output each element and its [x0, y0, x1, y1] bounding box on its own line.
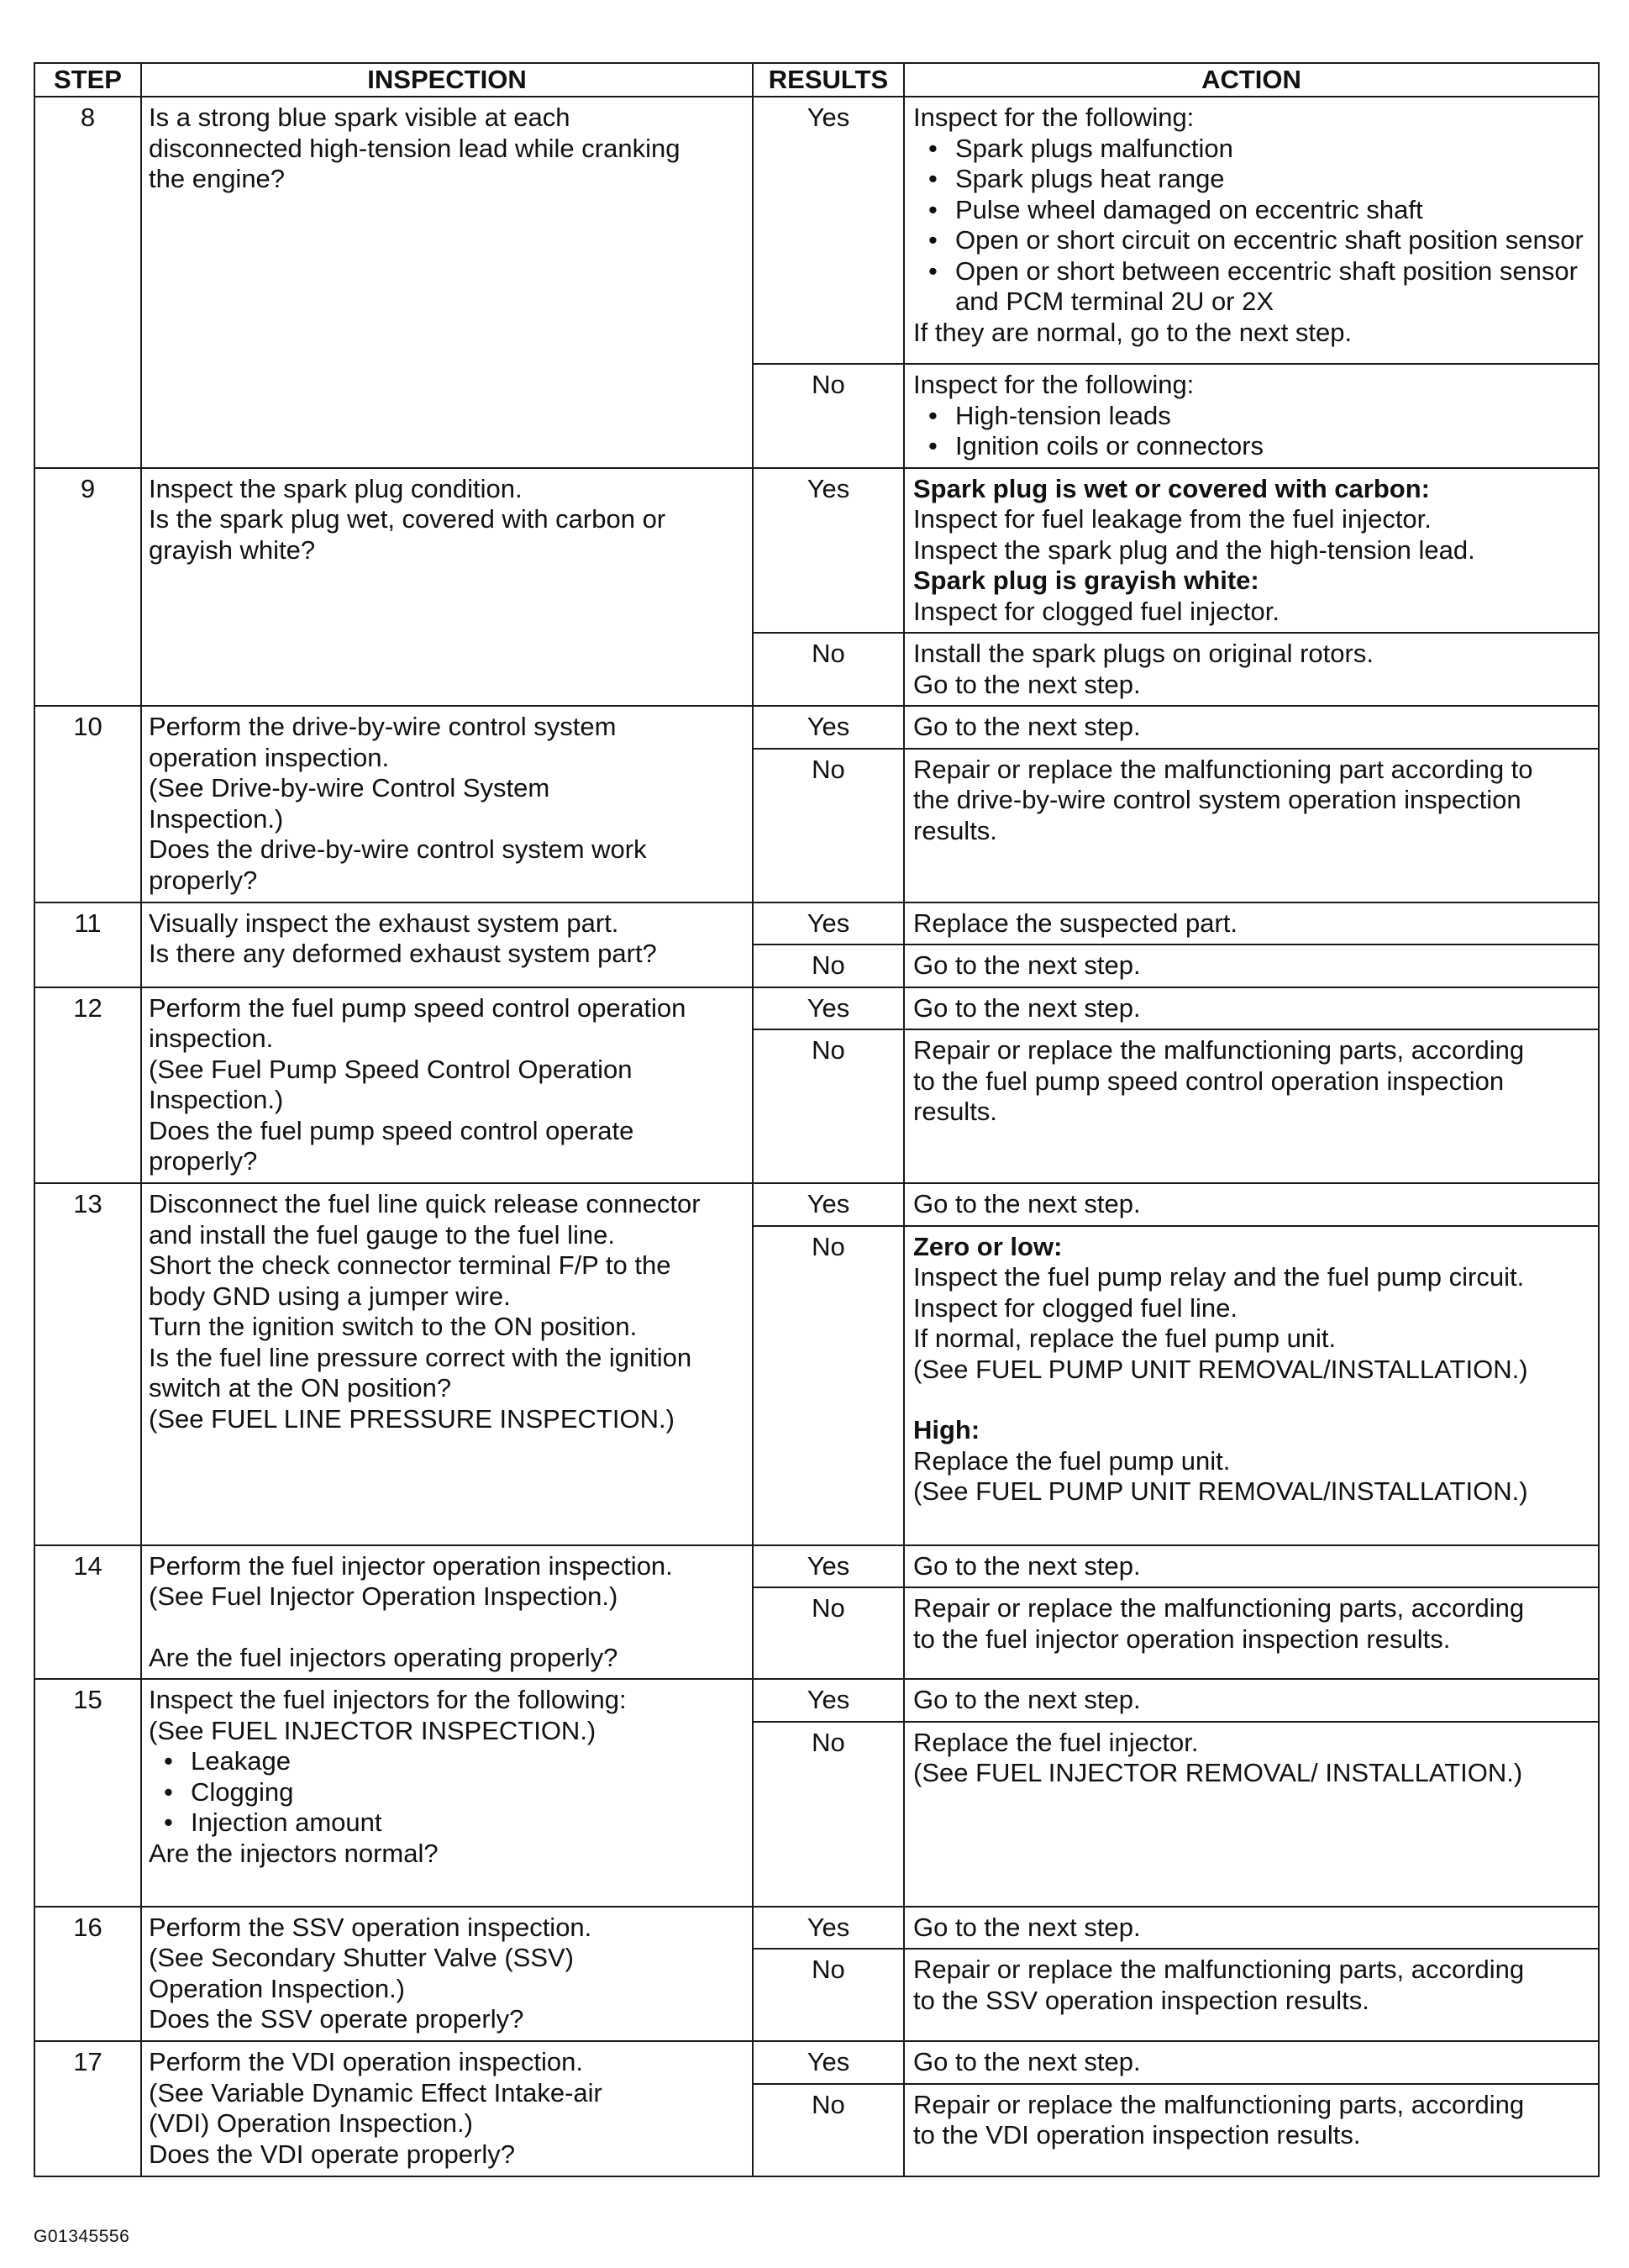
- inspection-line: (See Variable Dynamic Effect Intake-air: [149, 2077, 602, 2108]
- inspection-line: Turn the ignition switch to the ON position.: [149, 1312, 638, 1341]
- inspection-line: and install the fuel gauge to the fuel line.: [149, 1219, 615, 1250]
- inspection-bullet-list: [149, 1746, 745, 1839]
- action-cell: Go to the next step.: [904, 1545, 1599, 1588]
- action-cell: Go to the next step.: [904, 706, 1599, 749]
- result-yes: Yes: [753, 1545, 904, 1588]
- inspection-line: Operation Inspection.): [149, 1973, 406, 2003]
- action-cell: [904, 364, 1599, 468]
- inspection-line: Does the fuel pump speed control operate: [149, 1115, 634, 1145]
- action-line: If normal, replace the fuel pump unit.: [913, 1323, 1337, 1353]
- action-heading: Zero or low:: [913, 1231, 1063, 1261]
- action-line: (See FUEL PUMP UNIT REMOVAL/INSTALLATION.): [913, 1476, 1528, 1506]
- action-line: Inspect the fuel pump relay and the fuel pump circuit.: [913, 1262, 1525, 1292]
- step-number: 14: [34, 1545, 141, 1680]
- inspection-line: Disconnect the fuel line quick release connector: [149, 1189, 701, 1218]
- list-item: • Clogging: [164, 1777, 745, 1808]
- action-line: Inspect for the following:: [913, 103, 1195, 132]
- inspection-line: disconnected high-tension lead while cranking: [149, 133, 681, 163]
- action-bullet-list: [913, 401, 1591, 462]
- spacer: [913, 1385, 1591, 1415]
- inspection-cell: [141, 902, 753, 987]
- inspection-cell: [141, 987, 753, 1184]
- action-line: to the VDI operation inspection results.: [913, 2120, 1361, 2150]
- action-line: Inspect for clogged fuel line.: [913, 1292, 1238, 1323]
- action-cell: [904, 97, 1599, 364]
- inspection-line: Perform the drive-by-wire control system: [149, 712, 617, 741]
- result-yes: Yes: [753, 97, 904, 364]
- result-yes: Yes: [753, 1907, 904, 1950]
- action-line: If they are normal, go to the next step.: [913, 317, 1353, 347]
- action-cell: [904, 1722, 1599, 1907]
- action-cell: Go to the next step.: [904, 945, 1599, 987]
- action-cell: Go to the next step.: [904, 987, 1599, 1030]
- header-action: ACTION: [904, 63, 1599, 97]
- inspection-line: Is a strong blue spark visible at each: [149, 103, 570, 132]
- inspection-line: operation inspection.: [149, 742, 390, 772]
- inspection-line: Is the spark plug wet, covered with carbon or: [149, 504, 666, 534]
- table-row: [34, 468, 1599, 634]
- inspection-line: body GND using a jumper wire.: [149, 1281, 511, 1311]
- action-line: to the SSV operation inspection results.: [913, 1985, 1369, 2015]
- spacer: [149, 1613, 745, 1643]
- action-line: (See FUEL PUMP UNIT REMOVAL/INSTALLATION.): [913, 1354, 1528, 1384]
- header-results: RESULTS: [753, 63, 904, 97]
- action-line: Inspect for clogged fuel injector.: [913, 596, 1280, 626]
- header-inspection: INSPECTION: [141, 63, 753, 97]
- action-line: Repair or replace the malfunctioning parts, according: [913, 1593, 1525, 1623]
- inspection-line: the engine?: [149, 164, 286, 193]
- step-number: 11: [34, 902, 141, 987]
- action-heading: High:: [913, 1415, 980, 1444]
- action-line: to the fuel pump speed control operation inspection: [913, 1066, 1505, 1096]
- action-cell: Go to the next step.: [904, 2041, 1599, 2084]
- inspection-cell: [141, 1907, 753, 2042]
- table-row: [34, 987, 1599, 1030]
- action-line: the drive-by-wire control system operation inspection: [913, 785, 1521, 814]
- action-cell: Go to the next step.: [904, 1679, 1599, 1722]
- inspection-line: grayish white?: [149, 534, 316, 565]
- action-cell: [904, 1029, 1599, 1183]
- inspection-line: Short the check connector terminal F/P to the: [149, 1250, 671, 1280]
- table-row: [34, 1183, 1599, 1226]
- action-cell: [904, 749, 1599, 902]
- step-number: 17: [34, 2041, 141, 2176]
- inspection-line: Is the fuel line pressure correct with the ignition: [149, 1342, 692, 1372]
- action-line: Inspect for fuel leakage from the fuel injector.: [913, 504, 1432, 534]
- inspection-line: (See Drive-by-wire Control System: [149, 773, 550, 802]
- inspection-line: Visually inspect the exhaust system part.: [149, 908, 619, 938]
- inspection-line: Inspect the fuel injectors for the following:: [149, 1685, 627, 1714]
- table-row: [34, 2041, 1599, 2084]
- table-row: [34, 902, 1599, 945]
- inspection-line: inspection.: [149, 1023, 274, 1053]
- list-item: • Leakage: [164, 1746, 745, 1777]
- action-cell: [904, 633, 1599, 706]
- result-no: No: [753, 2084, 904, 2176]
- step-number: 15: [34, 1679, 141, 1907]
- step-number: 13: [34, 1183, 141, 1545]
- action-line: Repair or replace the malfunctioning parts, according: [913, 1035, 1525, 1065]
- result-yes: Yes: [753, 706, 904, 749]
- inspection-line: Are the injectors normal?: [149, 1838, 439, 1868]
- action-line: Inspect the spark plug and the high-tension lead.: [913, 534, 1475, 565]
- inspection-line: Does the VDI operate properly?: [149, 2139, 515, 2169]
- action-cell: [904, 1949, 1599, 2041]
- action-line: Repair or replace the malfunctioning parts, according: [913, 2089, 1525, 2119]
- list-item: • Injection amount: [164, 1808, 745, 1839]
- inspection-cell: [141, 1679, 753, 1907]
- inspection-cell: [141, 1545, 753, 1680]
- inspection-line: Inspection.): [149, 803, 284, 834]
- header-step: STEP: [34, 63, 141, 97]
- inspection-cell: [141, 2041, 753, 2176]
- action-line: Replace the fuel injector.: [913, 1727, 1199, 1757]
- list-item: • Open or short circuit on eccentric shaft position sensor: [928, 225, 1591, 256]
- action-cell: Replace the suspected part.: [904, 902, 1599, 945]
- action-cell: [904, 468, 1599, 634]
- inspection-line: (See Fuel Pump Speed Control Operation: [149, 1054, 633, 1084]
- result-yes: Yes: [753, 902, 904, 945]
- step-number: 10: [34, 706, 141, 902]
- inspection-line: Are the fuel injectors operating properly?: [149, 1642, 618, 1672]
- inspection-line: Inspect the spark plug condition.: [149, 473, 523, 503]
- action-line: Replace the fuel pump unit.: [913, 1445, 1231, 1476]
- result-yes: Yes: [753, 468, 904, 634]
- inspection-line: (VDI) Operation Inspection.): [149, 2108, 473, 2138]
- list-item: • Pulse wheel damaged on eccentric shaft: [928, 195, 1591, 226]
- list-item: • Open or short between eccentric shaft position sensor and PCM terminal 2U or 2X: [928, 256, 1591, 318]
- inspection-cell: [141, 468, 753, 707]
- inspection-line: (See Secondary Shutter Valve (SSV): [149, 1943, 575, 1972]
- inspection-line: Does the SSV operate properly?: [149, 2004, 524, 2034]
- step-number: 16: [34, 1907, 141, 2042]
- step-number: 9: [34, 468, 141, 707]
- step-number: 8: [34, 97, 141, 468]
- action-line: results.: [913, 815, 997, 845]
- table-row: [34, 1545, 1599, 1588]
- inspection-line: Perform the SSV operation inspection.: [149, 1912, 592, 1942]
- action-cell: [904, 1226, 1599, 1545]
- result-no: No: [753, 1226, 904, 1545]
- action-line: Repair or replace the malfunctioning parts, according: [913, 1955, 1525, 1984]
- result-no: No: [753, 1949, 904, 2041]
- inspection-line: Perform the fuel injector operation inspection.: [149, 1550, 673, 1581]
- result-no: No: [753, 749, 904, 902]
- action-bullet-list: [913, 134, 1591, 318]
- table-row: [34, 1907, 1599, 1950]
- action-cell: Go to the next step.: [904, 1907, 1599, 1950]
- inspection-line: Does the drive-by-wire control system work: [149, 834, 647, 864]
- result-no: No: [753, 633, 904, 706]
- table-row: [34, 1679, 1599, 1722]
- list-item: • Ignition coils or connectors: [928, 431, 1591, 462]
- result-no: No: [753, 1722, 904, 1907]
- inspection-line: Is there any deformed exhaust system part?: [149, 939, 657, 968]
- diagnostic-table: [34, 62, 1600, 2177]
- action-line: Install the spark plugs on original rotors.: [913, 639, 1374, 668]
- result-yes: Yes: [753, 1183, 904, 1226]
- action-line: results.: [913, 1097, 997, 1126]
- list-item: • Spark plugs heat range: [928, 164, 1591, 195]
- inspection-line: properly?: [149, 865, 258, 895]
- inspection-line: Inspection.): [149, 1085, 284, 1114]
- result-yes: Yes: [753, 987, 904, 1030]
- list-item: • Spark plugs malfunction: [928, 134, 1591, 165]
- action-line: Go to the next step.: [913, 669, 1141, 699]
- action-heading: Spark plug is grayish white:: [913, 566, 1259, 595]
- inspection-cell: [141, 706, 753, 902]
- result-no: No: [753, 945, 904, 987]
- inspection-line: properly?: [149, 1146, 258, 1176]
- action-line: to the fuel injector operation inspection results.: [913, 1623, 1451, 1654]
- action-cell: [904, 1587, 1599, 1679]
- inspection-line: Perform the fuel pump speed control operation: [149, 992, 686, 1023]
- inspection-line: (See Fuel Injector Operation Inspection.): [149, 1581, 618, 1611]
- inspection-line: (See FUEL INJECTOR INSPECTION.): [149, 1715, 596, 1745]
- table-row: [34, 706, 1599, 749]
- result-no: No: [753, 1029, 904, 1183]
- action-line: Inspect for the following:: [913, 370, 1195, 399]
- inspection-cell: [141, 97, 753, 468]
- result-yes: Yes: [753, 1679, 904, 1722]
- inspection-line: Perform the VDI operation inspection.: [149, 2047, 583, 2076]
- action-line: (See FUEL INJECTOR REMOVAL/ INSTALLATION.): [913, 1758, 1523, 1787]
- list-item: • High-tension leads: [928, 401, 1591, 432]
- step-number: 12: [34, 987, 141, 1184]
- action-cell: [904, 2084, 1599, 2176]
- figure-code: G01345556: [34, 2227, 130, 2246]
- inspection-cell: [141, 1183, 753, 1545]
- inspection-line: (See FUEL LINE PRESSURE INSPECTION.): [149, 1403, 675, 1434]
- table-row: [34, 97, 1599, 364]
- result-no: No: [753, 1587, 904, 1679]
- result-yes: Yes: [753, 2041, 904, 2084]
- action-cell: Go to the next step.: [904, 1183, 1599, 1226]
- result-no: No: [753, 364, 904, 468]
- action-heading: Spark plug is wet or covered with carbon:: [913, 473, 1430, 503]
- header-row: [34, 63, 1599, 97]
- inspection-line: switch at the ON position?: [149, 1373, 452, 1402]
- action-line: Repair or replace the malfunctioning part according to: [913, 754, 1533, 784]
